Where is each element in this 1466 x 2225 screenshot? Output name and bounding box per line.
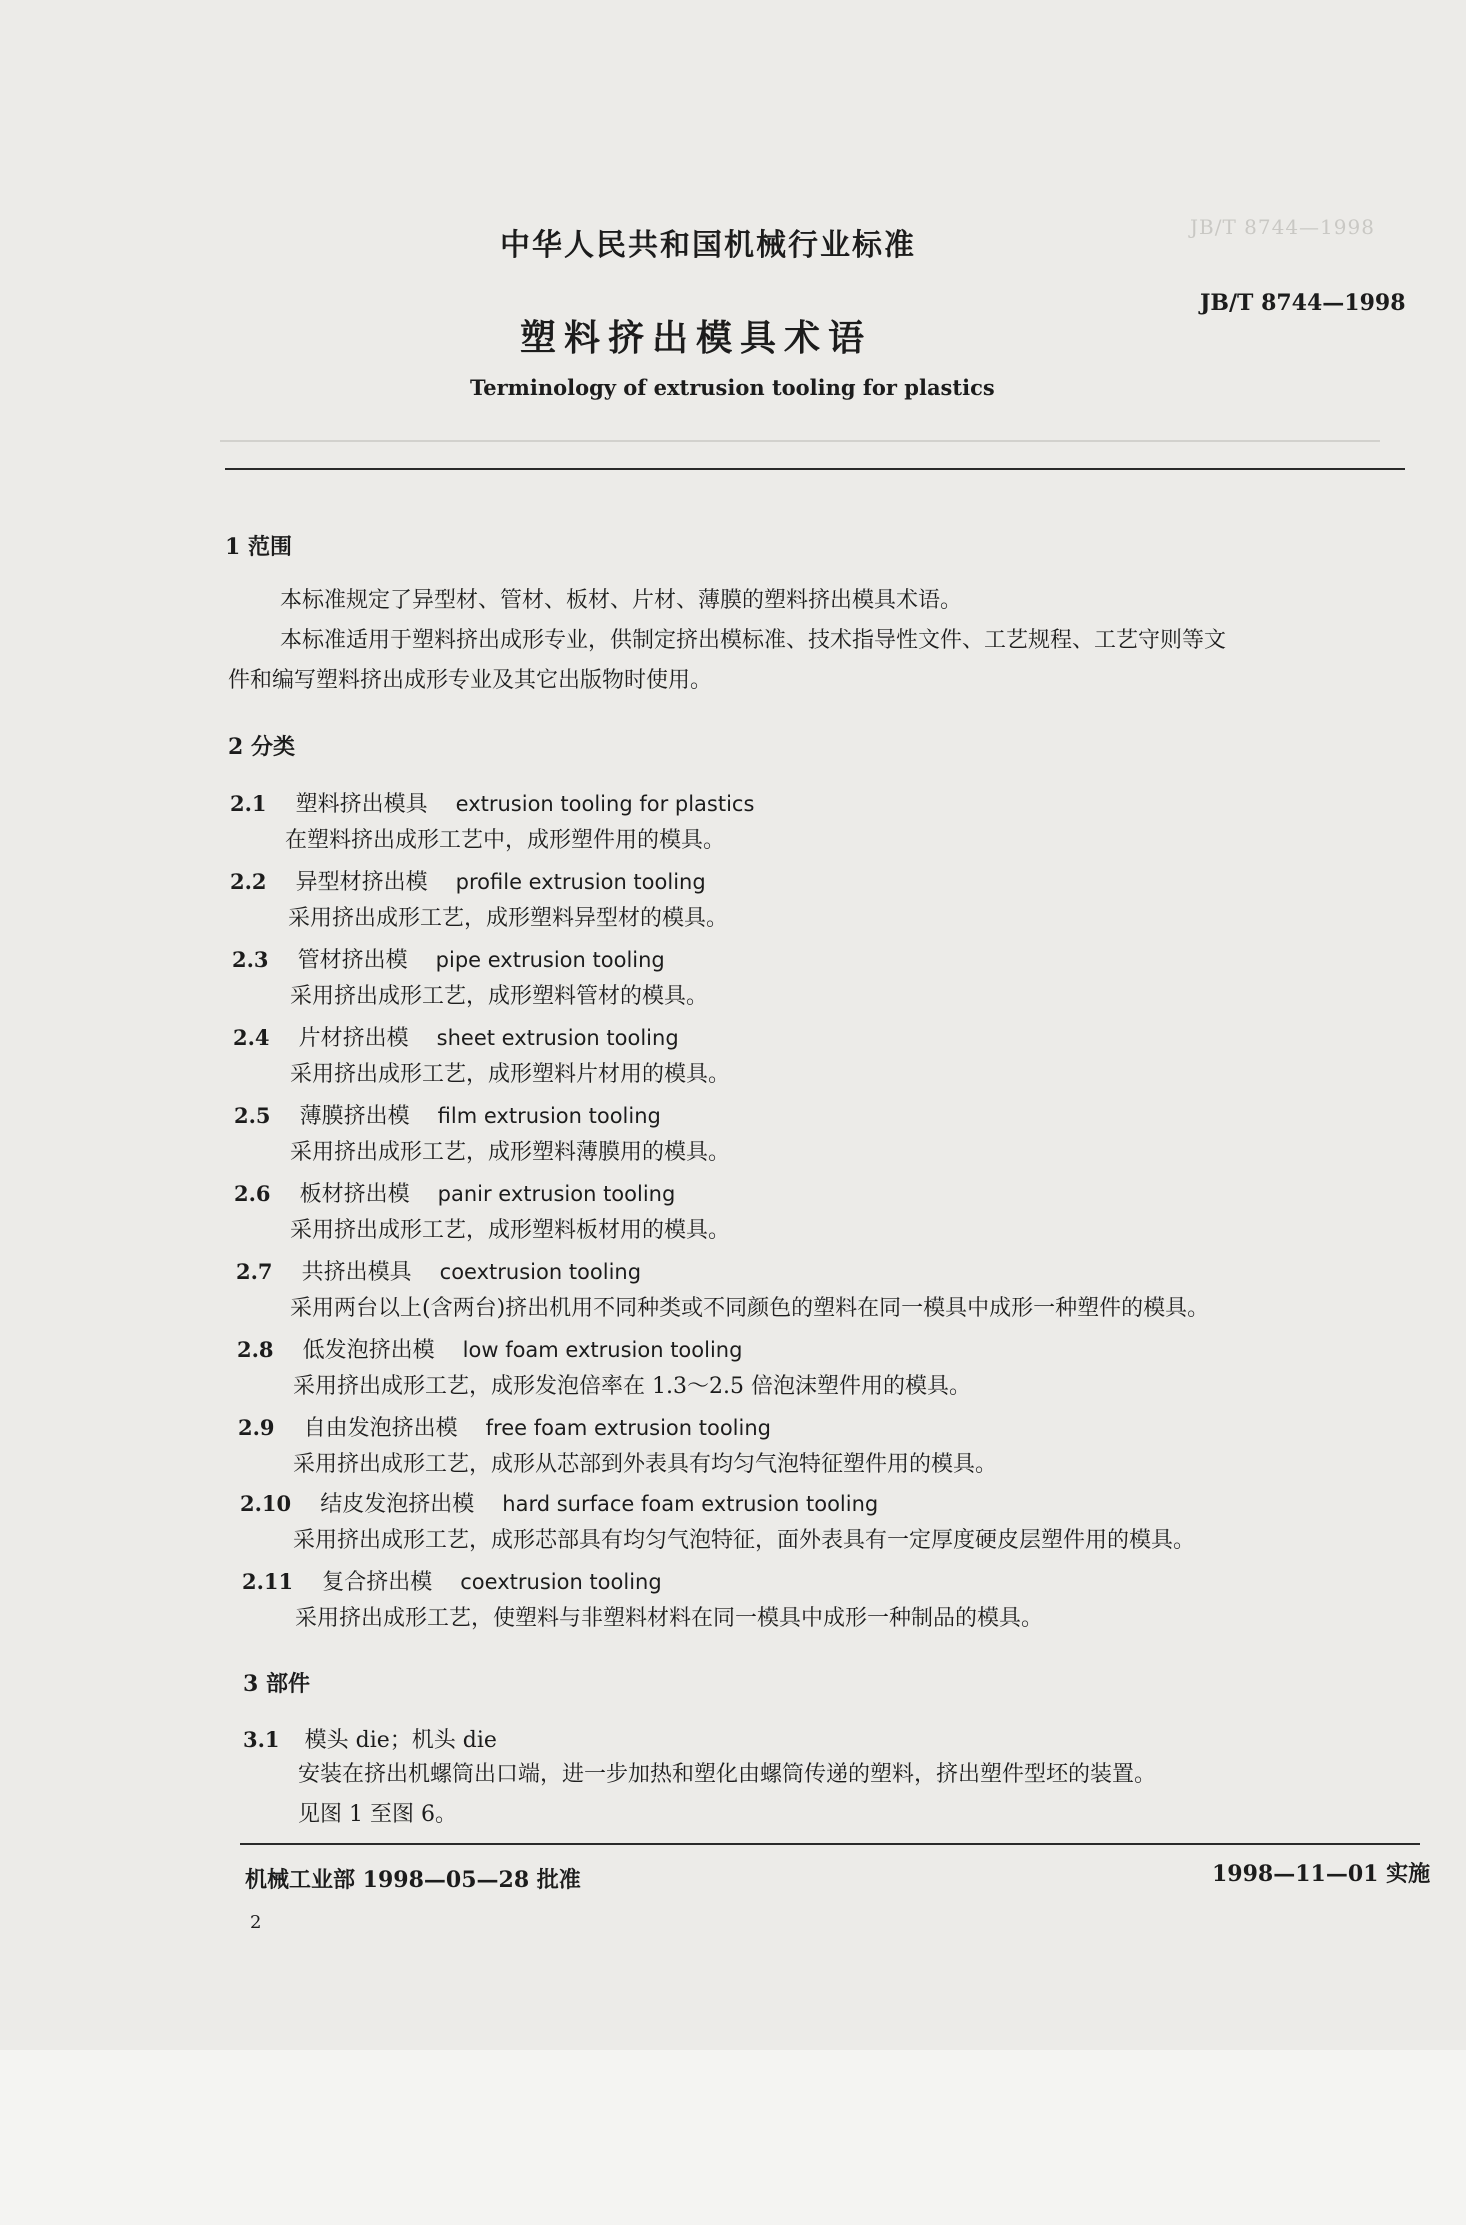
term-en: coextrusion tooling [460, 1570, 662, 1594]
term-en: coextrusion tooling [439, 1260, 642, 1284]
term-cn: 自由发泡挤出模 [303, 1416, 458, 1441]
term-definition: 安装在挤出机螺筒出口端，进一步加热和塑化由螺筒传递的塑料，挤出塑件型坯的装置。 [298, 1762, 1157, 1787]
term-cn: 复合挤出模 [322, 1570, 433, 1595]
term-definition: 在塑料挤出成形工艺中，成形塑件用的模具。 [285, 828, 726, 853]
scope-paragraph-1: 本标准规定了异型材、管材、板材、片材、薄膜的塑料挤出模具术语。 [280, 588, 963, 613]
term-number: 2.2 [230, 869, 267, 894]
term-definition: 采用挤出成形工艺，成形从芯部到外表具有均匀气泡特征塑件用的模具。 [293, 1452, 998, 1477]
section-heading-components: 3 部件 [243, 1671, 310, 1697]
implementation-line: 1998—11—01 实施 [1212, 1861, 1431, 1887]
term-entry [232, 943, 665, 974]
term-definition: 采用挤出成形工艺，成形塑料板材用的模具。 [290, 1218, 731, 1243]
term-entry [230, 787, 754, 818]
bleed-through-mark: JB/T 8744—1998 [1190, 215, 1375, 239]
page-number: 2 [250, 1912, 262, 1933]
term-entry [236, 1255, 641, 1286]
term-cn: 低发泡挤出模 [302, 1338, 435, 1363]
term-entry [233, 1021, 679, 1052]
term-entry [242, 1565, 662, 1596]
term-cn: 片材挤出模 [298, 1026, 409, 1051]
footer-rule [240, 1843, 1420, 1845]
approval-line: 机械工业部 1998—05—28 批准 [245, 1867, 581, 1893]
term-number: 2.5 [234, 1103, 271, 1128]
figure-reference: 见图 1 至图 6。 [298, 1802, 457, 1827]
term-cn: 板材挤出模 [299, 1182, 410, 1207]
scan-margin [0, 2050, 1466, 2225]
term-en: free foam extrusion tooling [485, 1416, 771, 1440]
term-entry [238, 1411, 771, 1442]
document-title-cn: 塑料挤出模具术语 [520, 317, 873, 359]
term-definition: 采用两台以上(含两台)挤出机用不同种类或不同颜色的塑料在同一模具中成形一种塑件的模具。 [290, 1296, 1210, 1321]
term-number: 2.3 [232, 947, 269, 972]
term-en: profile extrusion tooling [455, 870, 706, 894]
term-entry [230, 865, 706, 896]
term-entry [234, 1099, 661, 1130]
term-entry [237, 1333, 742, 1364]
term-definition: 采用挤出成形工艺，成形塑料异型材的模具。 [288, 906, 729, 931]
term-en: extrusion tooling for plastics [455, 792, 755, 816]
term-number: 2.1 [230, 791, 267, 816]
section-heading-classification: 2 分类 [228, 734, 295, 760]
term-definition: 采用挤出成形工艺，成形发泡倍率在 1.3～2.5 倍泡沫塑件用的模具。 [293, 1374, 971, 1399]
organization-title: 中华人民共和国机械行业标准 [500, 228, 916, 263]
term-cn: 模头 die；机头 die [304, 1728, 497, 1753]
term-number: 2.10 [240, 1491, 292, 1516]
term-definition: 采用挤出成形工艺，使塑料与非塑料材料在同一模具中成形一种制品的模具。 [295, 1606, 1044, 1631]
document-title-en: Terminology of extrusion tooling for plastics [470, 375, 995, 400]
term-en: hard surface foam extrusion tooling [502, 1492, 879, 1516]
scope-paragraph-2b: 件和编写塑料挤出成形专业及其它出版物时使用。 [228, 668, 713, 693]
term-number: 3.1 [243, 1727, 280, 1752]
term-number: 2.6 [234, 1181, 271, 1206]
scope-paragraph-2a: 本标准适用于塑料挤出成形专业，供制定挤出模标准、技术指导性文件、工艺规程、工艺守则等文 [280, 628, 1227, 653]
term-en: film extrusion tooling [437, 1104, 661, 1128]
term-cn: 薄膜挤出模 [299, 1104, 410, 1129]
term-number: 2.8 [237, 1337, 274, 1362]
bleed-through-rule [220, 440, 1380, 442]
section-heading-scope: 1 范围 [225, 534, 292, 560]
term-cn: 共挤出模具 [301, 1260, 412, 1285]
term-number: 2.9 [238, 1415, 275, 1440]
term-cn: 管材挤出模 [297, 948, 408, 973]
term-definition: 采用挤出成形工艺，成形塑料片材用的模具。 [290, 1062, 731, 1087]
term-entry [243, 1723, 497, 1754]
term-definition: 采用挤出成形工艺，成形芯部具有均匀气泡特征，面外表具有一定厚度硬皮层塑件用的模具。 [293, 1528, 1196, 1553]
term-cn: 塑料挤出模具 [295, 792, 428, 817]
term-number: 2.7 [236, 1259, 273, 1284]
term-en: sheet extrusion tooling [436, 1026, 679, 1050]
term-cn: 异型材挤出模 [295, 870, 428, 895]
term-definition: 采用挤出成形工艺，成形塑料薄膜用的模具。 [290, 1140, 731, 1165]
term-entry [240, 1487, 878, 1518]
standard-number: JB/T 8744—1998 [1200, 290, 1406, 316]
term-number: 2.11 [242, 1569, 294, 1594]
term-definition: 采用挤出成形工艺，成形塑料管材的模具。 [290, 984, 709, 1009]
term-en: low foam extrusion tooling [462, 1338, 743, 1362]
term-en: panir extrusion tooling [437, 1182, 676, 1206]
header-rule [225, 468, 1405, 470]
term-cn: 结皮发泡挤出模 [320, 1492, 475, 1517]
term-entry [234, 1177, 675, 1208]
term-number: 2.4 [233, 1025, 270, 1050]
term-en: pipe extrusion tooling [435, 948, 665, 972]
